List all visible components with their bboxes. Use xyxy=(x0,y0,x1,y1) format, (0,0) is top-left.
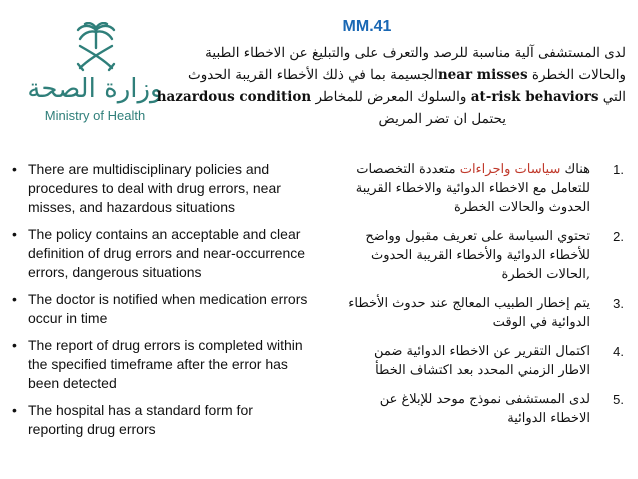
requirement-text-arabic: لدى المستشفى نموذج موحد للإبلاغ عن الاخطاء الدوائية xyxy=(379,392,590,426)
english-requirements-list xyxy=(12,160,312,447)
ministry-name-english: Ministry of Health xyxy=(44,108,146,123)
list-item xyxy=(328,342,624,380)
requirement-text-part: هناك xyxy=(564,162,590,177)
bullet-icon: • xyxy=(12,226,17,242)
heading-line-3-part-a: التي xyxy=(602,89,626,105)
list-item xyxy=(12,225,312,282)
heading-term-at-risk-behaviors: at-risk behaviors xyxy=(470,89,599,105)
requirement-text-arabic: تحتوي السياسة على تعريف مقبول وواضح للأخطاء الدوائية والأخطاء القريبة الحدوث ,الحالات الخطرة xyxy=(365,229,590,282)
requirement-text: There are multidisciplinary policies and procedures to deal with drug errors, near misses, and hazardous situations xyxy=(28,161,281,215)
requirement-text: The doctor is notified when medication errors occur in time xyxy=(28,291,308,326)
heading-line-2 xyxy=(171,64,626,86)
bullet-icon: • xyxy=(12,402,17,418)
heading-term-hazardous-condition: hazardous condition xyxy=(156,89,312,105)
list-item xyxy=(328,294,624,332)
arabic-requirements-list xyxy=(328,160,624,438)
list-item xyxy=(328,160,624,217)
list-item xyxy=(12,336,312,393)
bullet-icon: • xyxy=(12,337,17,353)
requirement-text-arabic xyxy=(340,160,590,217)
standard-code: MM.41 xyxy=(342,18,392,35)
requirement-text: The report of drug errors is completed within the specified timeframe after the error has been detected xyxy=(28,337,303,391)
heading-line-3 xyxy=(156,86,626,108)
requirement-text-arabic: اكتمال التقرير عن الاخطاء الدوائية ضمن الاطار الزمني المحدد بعد اكتشاف الخطأ xyxy=(373,344,590,378)
item-number: 4. xyxy=(613,344,624,359)
heading-line-2-part-b: الجسيمة بما في ذلك الأخطاء القريبة الحدوث xyxy=(188,67,438,83)
standard-statement-arabic xyxy=(156,42,626,130)
requirement-text-arabic: يتم إخطار الطبيب المعالج عند حدوث الأخطاء الدوائية في الوقت xyxy=(348,296,590,330)
heading-line-4: يحتمل ان تضر المريض xyxy=(378,111,506,127)
heading-line-1: لدى المستشفى آلية مناسبة للرصد والتعرف على والتبليغ عن الاخطاء الطبية xyxy=(205,45,626,61)
bullet-icon: • xyxy=(12,161,17,177)
list-item xyxy=(328,390,624,428)
list-item xyxy=(12,160,312,217)
requirement-text: The hospital has a standard form for reporting drug errors xyxy=(28,402,253,437)
list-item xyxy=(328,227,624,284)
ministry-logo xyxy=(18,22,168,140)
ministry-name-arabic: وزارة الصحة xyxy=(27,74,163,104)
heading-term-near-misses: near misses xyxy=(437,67,528,83)
requirement-text-part: متعددة التخصصات للتعامل مع الاخطاء الدوائية والاخطاء القريبة الحدوث والحالات الخطرة xyxy=(355,162,590,215)
item-number: 5. xyxy=(613,392,624,407)
bullet-icon: • xyxy=(12,291,17,307)
heading-line-3-part-b: والسلوك المعرض للمخاطر xyxy=(315,89,467,105)
palm-and-swords-emblem-icon xyxy=(74,22,118,74)
requirement-text: The policy contains an acceptable and clear definition of drug errors and near-occurrence errors, dangerous situations xyxy=(28,226,306,280)
list-item xyxy=(12,401,312,439)
item-number: 2. xyxy=(613,229,624,244)
highlighted-term: سياسات واجراءات xyxy=(459,162,561,177)
list-item xyxy=(12,290,312,328)
item-number: 1. xyxy=(613,162,624,177)
item-number: 3. xyxy=(613,296,624,311)
heading-line-2-part-a: والحالات الخطرة xyxy=(531,67,626,83)
